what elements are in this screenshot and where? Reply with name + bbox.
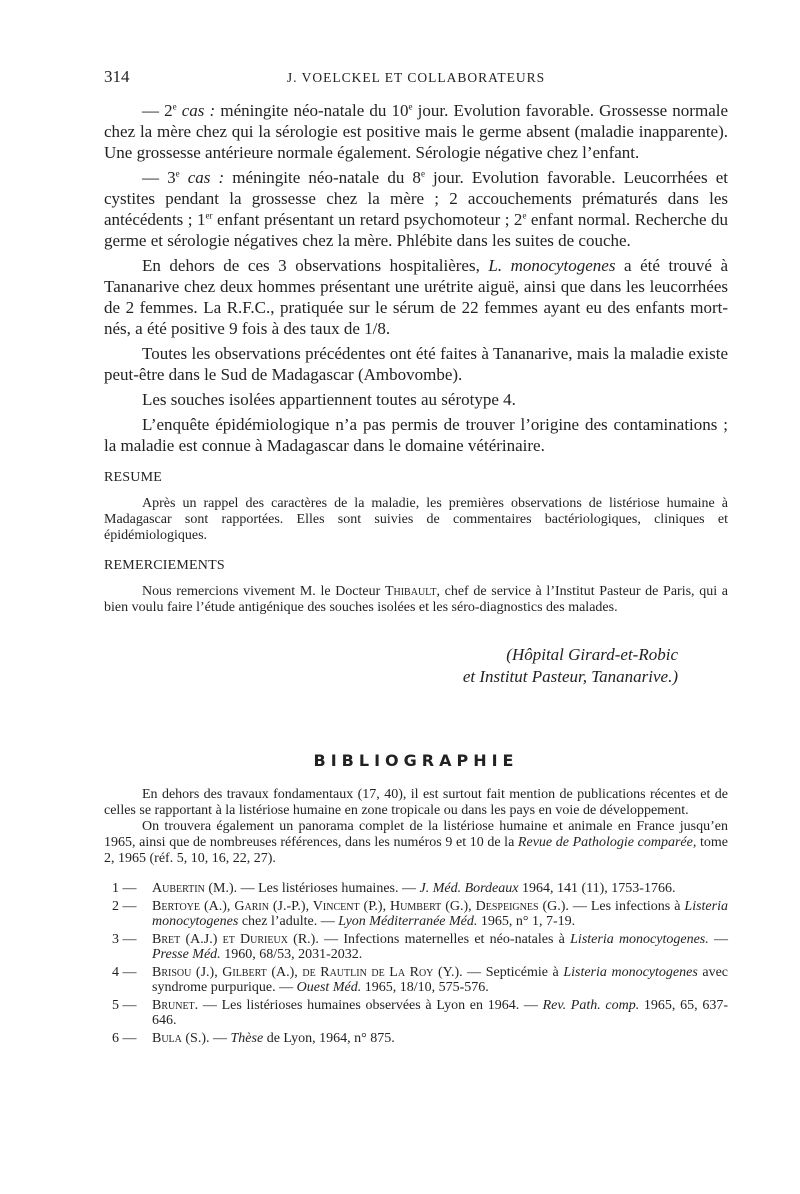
text-run: méningite néo-natale du 10 <box>215 101 409 120</box>
text-run: 1965, 65, 637-646. <box>152 998 728 1028</box>
reference-item <box>104 932 728 962</box>
text-run: 1960, 68/53, 2031-2032. <box>220 947 363 962</box>
text-run: (S.). — <box>181 1031 231 1046</box>
text-run: (M.). — Les listérioses humaines. — <box>204 881 420 896</box>
superscript: e <box>175 168 180 179</box>
reference-item <box>104 998 728 1028</box>
text-run: jour. Evolution favorable. Leucorrhées et cystites pendant la grossesse chez la mère ; 2 accouchements prématurés dans les antécédents ; 1 <box>104 168 728 229</box>
bibliography-title: BIBLIOGRAPHIE <box>313 751 519 770</box>
reference-journal: Rev. Path. comp. <box>542 998 640 1013</box>
superscript: er <box>205 210 213 221</box>
reference-list <box>104 881 728 1046</box>
italic-run: Listeria monocytogenes <box>152 899 728 929</box>
running-title: J. VOELCKEL ET COLLABORATEURS <box>286 70 546 85</box>
affiliation-line-2: et Institut Pasteur, Tananarive.) <box>462 667 678 686</box>
reference-journal: Presse Méd. <box>152 947 221 962</box>
text-run: — 3 <box>142 168 176 187</box>
text-run: de Lyon, 1964, n° 875. <box>263 1031 395 1046</box>
reference-authors: Brisou (J.), Gilbert (A.), de Rautlin de La Roy (Y.). <box>152 965 463 980</box>
acknowledgements-heading: REMERCIEMENTS <box>104 558 225 573</box>
acknowledgements-section <box>104 558 728 616</box>
italic-run: Listeria monocytogenes. <box>570 932 709 947</box>
text-run: enfant normal. Recherche du germe et sérologie négatives chez la mère. Phlébite dans les suites de couche. <box>104 210 728 250</box>
reference-number: 2 — <box>112 899 137 914</box>
resume-section <box>104 470 728 544</box>
italic-run: Listeria monocytogenes <box>563 965 698 980</box>
text-run: 1965, n° 1, 7-19. <box>477 914 576 929</box>
text-run: 1964, 141 (11), 1753-1766. <box>518 881 676 896</box>
reference-number: 1 — <box>112 881 137 896</box>
text-run: — <box>708 932 729 947</box>
page-number: 314 <box>104 67 130 86</box>
italic-run: cas : <box>179 168 225 187</box>
epidemiology-paragraph: L’enquête épidémiologique n’a pas permis de trouver l’origine des contaminations ; la maladie est connue à Madagascar dans le domaine vétérinaire. <box>104 415 728 455</box>
text-run: chez l’adulte. — <box>238 914 339 929</box>
text-run: On trouvera également un panorama complet de la listériose humaine et animale en France jusqu’en 1965, ainsi que de nombreuses références, dans les numéros 9 et 10 de la <box>104 819 728 850</box>
reference-authors: Brunet. <box>152 998 199 1013</box>
text-run: avec syndrome purpurique. — <box>152 965 728 995</box>
reference-number: 4 — <box>112 965 137 980</box>
italic-run: L. monocytogenes <box>488 256 616 275</box>
reference-journal: Lyon Méditerranée Méd. <box>338 914 478 929</box>
resume-text: Après un rappel des caractères de la maladie, les premières observations de listériose humaine à Madagascar sont rapportées. Elles sont suivies de commentaires bactériologiques, cliniques et épidémiologiques. <box>104 496 728 543</box>
bibliography-intro-1: En dehors des travaux fondamentaux (17, 40), il est surtout fait mention de publications récentes et de celles se rapportant à la listériose humaine en zone tropicale ou dans les pays en voie de développement. <box>104 787 728 818</box>
italic-run: cas : <box>176 101 216 120</box>
text-run: enfant présentant un retard psychomoteur ; 2 <box>212 210 523 229</box>
case-2-paragraph <box>104 100 728 163</box>
tananarive-paragraph <box>104 255 728 339</box>
reference-journal: J. Méd. Bordeaux <box>419 881 519 896</box>
bibliography-intro-2 <box>104 819 728 867</box>
superscript: e <box>408 101 413 112</box>
italic-run: Revue de Pathologie comparée, <box>517 835 697 850</box>
reference-authors: Bret (A.J.) et Durieux (R.). <box>152 932 319 947</box>
text-run: — Septicémie à <box>462 965 564 980</box>
text-run: — 2 <box>142 101 173 120</box>
person-name: Thibault <box>384 584 437 599</box>
affiliation-line-1: (Hôpital Girard-et-Robic <box>506 645 678 664</box>
reference-authors: Bertoye (A.), Garin (J.-P.), Vincent (P.), Humbert (G.), Despeignes (G.). <box>152 899 569 914</box>
reference-item <box>104 899 728 929</box>
reference-item <box>104 881 728 896</box>
reference-journal: Ouest Méd. <box>296 980 362 995</box>
acknowledgements-text <box>104 584 728 616</box>
resume-heading: RESUME <box>104 470 162 485</box>
superscript: e <box>420 168 425 179</box>
text-run: — Les infections à <box>568 899 685 914</box>
superscript: e <box>172 101 177 112</box>
superscript: e <box>522 210 527 221</box>
text-run: Nous remercions vivement M. le Docteur <box>142 584 385 599</box>
text-run: 1965, 18/10, 575-576. <box>361 980 489 995</box>
text-run: a été trouvé à Tananarive chez deux hommes présentant une urétrite aiguë, ainsi que dans les leucorrhées de 2 femmes. La R.F.C., pratiquée sur le sérum de 22 femmes ayant eu des enfants mort-nés, a été positive 9 fois à des taux de 1/8. <box>104 256 728 338</box>
text-run: , chef de service à l’Institut Pasteur de Paris, qui a bien voulu faire l’étude antigénique des souches isolées et les séro-diagnostics des malades. <box>104 584 728 615</box>
reference-authors: Aubertin <box>152 881 205 896</box>
text-run: — Infections maternelles et néo-natales à <box>318 932 571 947</box>
text-run: tome 2, 1965 (réf. 5, 10, 16, 22, 27). <box>104 835 728 866</box>
reference-item <box>104 965 728 995</box>
reference-item <box>104 1031 728 1046</box>
text-run: — Les listérioses humaines observées à Lyon en 1964. — <box>198 998 543 1013</box>
reference-number: 5 — <box>112 998 137 1013</box>
article-body <box>104 100 728 1049</box>
observations-paragraph: Toutes les observations précédentes ont été faites à Tananarive, mais la maladie existe peut-être dans le Sud de Madagascar (Ambovombe). <box>104 344 728 384</box>
serotype-paragraph: Les souches isolées appartiennent toutes au sérotype 4. <box>142 390 516 409</box>
bibliography-intro <box>104 787 728 867</box>
reference-number: 3 — <box>112 932 137 947</box>
reference-authors: Bula <box>152 1031 182 1046</box>
text-run: jour. Evolution favorable. Grossesse normale chez la mère chez qui la sérologie est positive mais le germe absent (maladie inapparente). Une grossesse antérieure normale également. Sérologie négative chez l’enfant. <box>104 101 729 162</box>
reference-journal: Thèse <box>230 1031 264 1046</box>
affiliation <box>104 644 678 688</box>
reference-number: 6 — <box>112 1031 137 1046</box>
text-run: méningite néo-natale du 8 <box>224 168 421 187</box>
text-run: En dehors de ces 3 observations hospitalières, <box>142 256 489 275</box>
case-3-paragraph <box>104 167 728 251</box>
